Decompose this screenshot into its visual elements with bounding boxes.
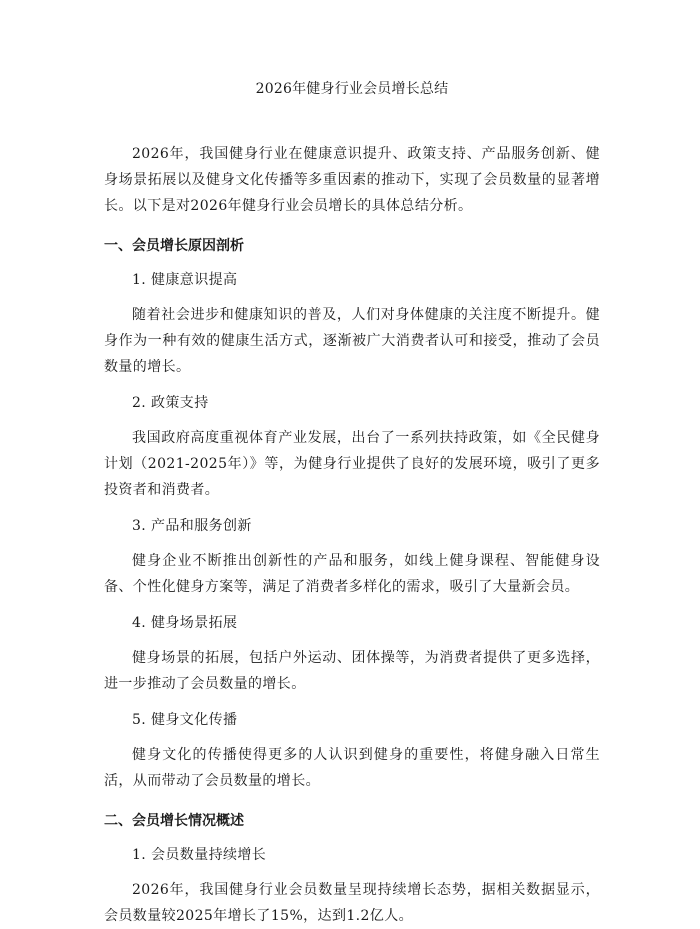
section-heading-overview: 二、会员增长情况概述 (104, 813, 244, 829)
paragraph-member-growth: 2026年，我国健身行业会员数量呈现持续增长态势，据相关数据显示，会员数量较2025年增长了15%，达到1.2亿人。 (104, 882, 600, 924)
paragraph-health-awareness: 随着社会进步和健康知识的普及，人们对身体健康的关注度不断提升。健身作为一种有效的健康生活方式，逐渐被广大消费者认可和接受，推动了会员数量的增长。 (104, 307, 600, 375)
document-title: 2026年健身行业会员增长总结 (255, 81, 449, 97)
subheading-health-awareness: 1. 健康意识提高 (132, 272, 238, 288)
section-heading-reasons: 一、会员增长原因剖析 (104, 238, 244, 254)
subheading-culture-spread: 5. 健身文化传播 (132, 712, 238, 728)
subheading-policy-support: 2. 政策支持 (132, 395, 209, 411)
paragraph-scene-expansion: 健身场景的拓展，包括户外运动、团体操等，为消费者提供了更多选择，进一步推动了会员数量的增长。 (104, 650, 600, 692)
intro-paragraph: 2026年，我国健身行业在健康意识提升、政策支持、产品服务创新、健身场景拓展以及健身文化传播等多重因素的推动下，实现了会员数量的显著增长。以下是对2026年健身行业会员增长的具体总结分析。 (104, 146, 600, 214)
paragraph-culture-spread: 健身文化的传播使得更多的人认识到健身的重要性，将健身融入日常生活，从而带动了会员数量的增长。 (104, 747, 600, 789)
subheading-member-growth: 1. 会员数量持续增长 (132, 847, 267, 863)
paragraph-product-innovation: 健身企业不断推出创新性的产品和服务，如线上健身课程、智能健身设备、个性化健身方案等，满足了消费者多样化的需求，吸引了大量新会员。 (104, 553, 600, 595)
subheading-product-innovation: 3. 产品和服务创新 (132, 518, 252, 534)
subheading-scene-expansion: 4. 健身场景拓展 (132, 615, 238, 631)
paragraph-policy-support: 我国政府高度重视体育产业发展，出台了一系列扶持政策，如《全民健身计划（2021-2025年）》等，为健身行业提供了良好的发展环境，吸引了更多投资者和消费者。 (104, 430, 600, 498)
